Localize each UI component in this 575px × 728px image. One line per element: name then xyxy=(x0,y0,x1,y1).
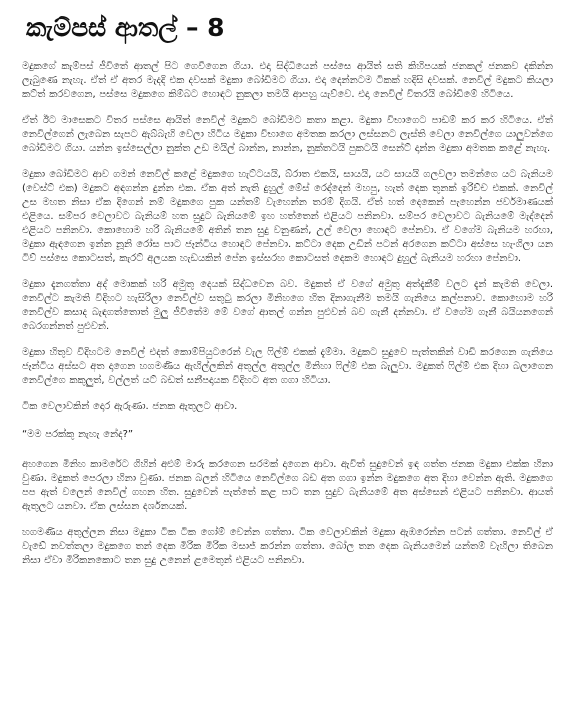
paragraph-3: මදුකා බෝඩිමට ආව ගමන් නෙවිල් කළේ මදුකගෙ හැට්ටයයි, බ්රාත එකයි, සායයි, යට සායයි ගලවලා තමන්ගෙ යට බැනියම (වෙස්ට් එක) මදුකට අඳගන්න දුන්න එක. ඒක අත් නැති දුහුල් මේස් රෙද්දෙන් මහපු, හැත් දෙක තුනක් ඉරිච්ච එකක්. නෙවිල් උස මහත නිසා ඒක දිගෙන් නම් මදුකගෙ පුක යන්තම් වැහෙන්න තරම් දිගයි. ඒත් හත් දෙකෙන් පැහෙන්න ජර්වමාණයක් එළියෙ. සම්පර වෙලාවට බැනියම් හත සුදුට බැනියමේ ඉහ හත්තෙන් එළියට පනිනවා. සම්පර වෙලාවට බැනියමේ මැද්දෙන් එළියට පනිනවා. කොහොම හරි බැනියමේ අතින් තන සුදු වනුණන්, උල් වෙලා හොඳට පේනවා. ඒ වගේම බැනියම හරහා, මදුකා ඇඳගෙන ඉන්න නූනි රෝස පාට ජෑන්ටිය හොඳට පේනවා. කට්ටා දෙක උඩින් පටන් අරගෙන කට්ටා අස්සෙ හැංගිලා යන ටිව් පස්සෙ කොටසත්, කැරට් අලයක හැඩයකින් පේන ඉස්සරහ කොටසත් දෙකම හොඳට දුහුල් බැනියම හරහා පේනවා. xyxy=(22,169,553,264)
page-title: කැම්පස් ආතල් – 8 xyxy=(26,13,225,42)
paragraph-2: ඒත් ඊට මාසෙකට විතර පස්සෙ ආයිත් නෙවිල් මදුකට බෝඩිමට කතා කළා. මදුකා විභාගෙට පාඩම් කර කර හිටියෙ. ඒත් නෙවිල්ගෙන් ලැබෙන සැපට ඇබ්බැහි වෙලා හිටිය මදුකා විභාගෙ අමතක කරලා ලස්සනට ලැස්ති වෙලා නෙවිල්ගෙ යාලුවන්ගෙ බෝඩිමට ගියා. යන්න ඉස්සෙල්ලා නුක්ත උඩ මයිල් බාන්න, නාන්න, නුක්තටයි පුකටයි සෙන්ට් දාන්න මදුකා අමතක කළේ නැහැ. xyxy=(22,115,553,154)
paragraph-1: මදුකගේ කැම්පස් ජීවිතේ ආතල් පිට ගෙවීගෙන ගියා. එදා සිද්ධියෙන් පස්සෙ ආයිත් සති කිහිපයක් ජනකල් ජනකව දකින්න ලැබුණෙ නැහැ. ඒත් ඒ අතර මැදදි එක දවසක් මදුකා බෝඩිමට ගියා. එදා දෙන්නටම ටිකක් හදිසි දවසක්. නෙවිල් මදුකට කියලා කට්ත් කරවගෙන, පස්සෙ මදුකගෙ කිම්බට හොඳට නුකලා තමයි ආපහු යැව්වෙ. එදා නෙවිල් විතරයි බෝඩිමේ හිටියෙ. xyxy=(22,61,553,100)
dialogue-line: “මම පරක්කු නැහැ නේද?” xyxy=(22,429,134,440)
paragraph-8: හගමණිය අතුල්ලන නිසා මදුකා ටික ටික ගෝම් වෙන්න ගත්තා. ටික වෙලාවකින් මදුකා ඇඹරෙන්න පටන් ගත්තා. නෙවිල් ඒ වැඩේ නවත්තලා මදුකගෙ තන් දෙක මිරික මිරික මසාජ් කරන්න ගත්තා. බෝල තන දෙක බැනියමෙන් යන්තම් වැහිලා තිබෙන නිසා ඒවා මිරිකනකොට තන සුදු උනෙන් ළමෙතුන් එළියට පනිනවා. xyxy=(22,527,553,566)
paragraph-7: අහගෙන මිනිහ කාමරේට ගිහින් අළුම් මාරු කරගෙන සරමක් දාගෙන ආවා. ඇවිත් සුදුවෙන් ඉඳ ගත්ත ජනක මදුකා එක්ක හිනා වුණා. මදුකත් පෙරලා හිනා වුණා. ජනක බලන් හිටියෙ නෙවිල්ගෙ බඩ අත ගගා ඉන්න මදුකගෙ අත දිහා වෙන්න ඇති. මදුකගෙ පප ඇත් වලෙන් නෙවිල් ගහන හිත. සුදුවෙන් පැත්තේ කළ පාට තන සුදුව බැනියමේ අත අස්සෙන් එළියට පනිනවා. ආයත් ඇතුලට යනවා. ඒක ලස්සන දර්ශනයක්. xyxy=(22,459,553,512)
paragraph-5: මදුකා හිතුව විදිහටම නෙවිල් එදත් කොම්පියුටරෙන් වැල ෆිල්ම් එකක් දැම්මා. මදුකට සුදුවෙ පැත්තකින් වාඩි කරගෙන ගැනියෙ ජෑන්ටිය අස්සට අත දාගෙන හගමණිය ඇඟිල්ලකින් අතුල්ල අතුල්ල මිනිහා ෆිල්ම් එක බැලුවා. මදුකත් ෆිල්ම් එක දිහා බලාගෙන නෙවිල්ගෙ කකුලුත්, වල්ලත් යට් බඩත් සනීපදායක විදිහට අත ගගා හිටියා. xyxy=(22,347,553,386)
paragraph-6: ටික වෙලාවකින් දොර ඇරුණා. ජනක ඇතුලට ආවා. xyxy=(22,401,238,412)
paragraph-4: මදුකා දැනගත්තා අද් මොකක් හරි අමුතු දෙයක් සිද්ධවෙන බව. මදුකත් ඒ වගේ අමුතු අත්දැකීම් වලට දැන් කැමති වෙලා. නෙවිල්ට කැමති විදිහට හැසිරිලා නෙවිල්ව සතුටු කරලා මිනිහගෙ හිත දිනාගැනීම තමයි ගැනියෙ කල්පනාව. කොහොම හරි නෙවිල්ව කසාද බැඳගත්තොත් මුලු ජීවිතේම මේ වගේ ආතල් ගන්න පුළුවන් බව ගැනී දන්නවා. ඒ වගේම ගෑනී බයියනගෙන් බෙරගන්නත් පුළුවන්. xyxy=(22,279,553,332)
